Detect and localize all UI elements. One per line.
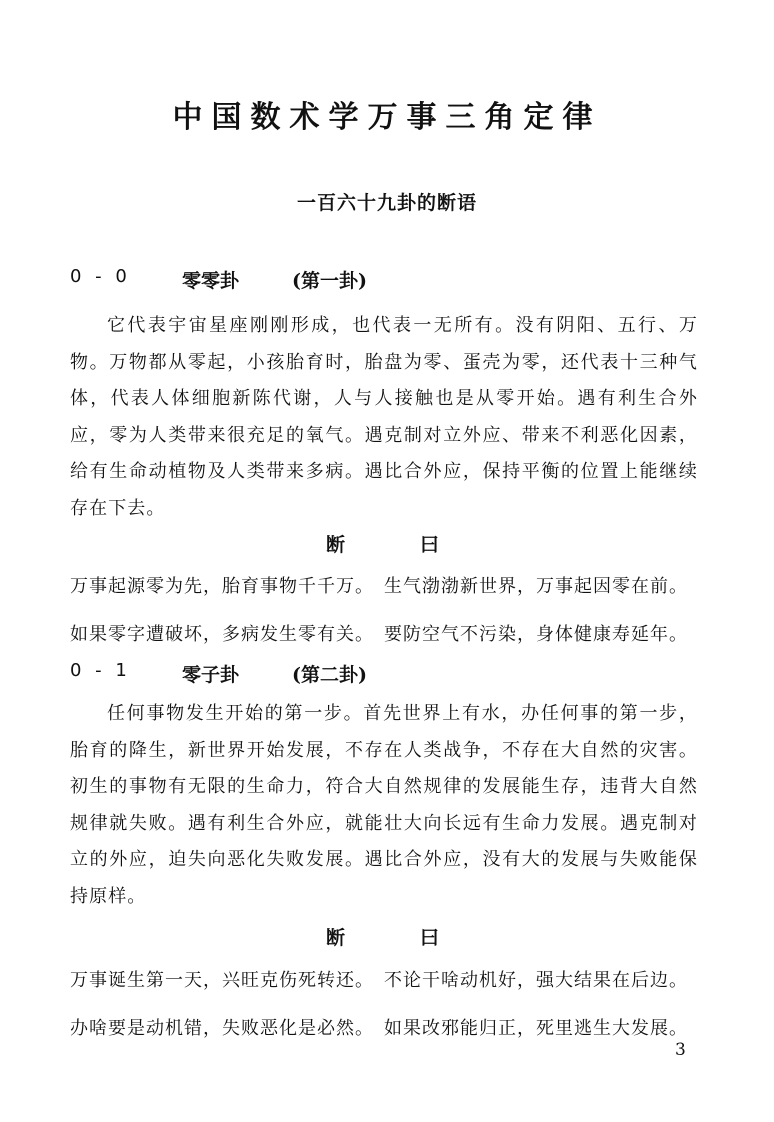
- page-number: 3: [675, 1040, 686, 1060]
- page-subtitle: 一百六十九卦的断语: [296, 192, 477, 214]
- section-name: 零子卦: [182, 664, 240, 686]
- section-paragraph: 它代表宇宙星座刚刚形成，也代表一无所有。没有阴阳、五行、万物。万物都从零起，小孩胎育时，胎盘为零、蛋壳为零，还代表十三种气体，代表人体细胞新陈代谢，人与人接触也是从零开始。遇有利生合外应，零为人类带来很充足的氧气。遇克制对立外应、带来不利恶化因素，给有生命动植物及人类带来多病。遇比合外应，保持平衡的位置上能继续存在下去。: [70, 315, 698, 519]
- verdict-heading-right: 曰: [420, 534, 440, 556]
- verdict-heading-right: 曰: [420, 927, 440, 949]
- section-header: [70, 660, 710, 688]
- verdict-heading-left: 断: [326, 927, 346, 949]
- section-paragraph: 任何事物发生开始的第一步。首先世界上有水，办任何事的第一步，胎育的降生，新世界开始发展，不存在人类战争，不存在大自然的灾害。初生的事物有无限的生命力，符合大自然规律的发展能生存，违背大自然规律就失败。遇有利生合外应，就能壮大向长远有生命力发展。遇克制对立的外应，迫失向恶化失败发展。遇比合外应，没有大的发展与失败能保持原样。: [70, 703, 698, 907]
- section-code: 0 - 0: [70, 266, 131, 287]
- section-order: (第一卦): [292, 270, 367, 292]
- verse-right: 如果改邪能归正，死里逃生大发展。: [384, 1018, 688, 1039]
- section-name: 零零卦: [182, 270, 240, 292]
- verse-right: 不论干啥动机好，强大结果在后边。: [384, 970, 688, 991]
- verdict-heading-left: 断: [326, 534, 346, 556]
- verdict-heading: [0, 923, 774, 951]
- verse-left: 办啥要是动机错，失败恶化是必然。: [70, 1018, 374, 1039]
- verse-right: 要防空气不污染，身体健康寿延年。: [384, 624, 688, 645]
- section-header: [70, 266, 710, 294]
- verse-left: 如果零字遭破坏，多病发生零有关。: [70, 624, 374, 645]
- section-order: (第二卦): [292, 664, 367, 686]
- verdict-heading: [0, 530, 774, 558]
- verse-left: 万事起源零为先，胎育事物千千万。: [70, 576, 374, 597]
- page-title: 中国数术学万事三角定律: [172, 100, 602, 135]
- verse-left: 万事诞生第一天，兴旺克伤死转还。: [70, 970, 374, 991]
- section-code: 0 - 1: [70, 660, 131, 681]
- verse-right: 生气渤渤新世界，万事起因零在前。: [384, 576, 688, 597]
